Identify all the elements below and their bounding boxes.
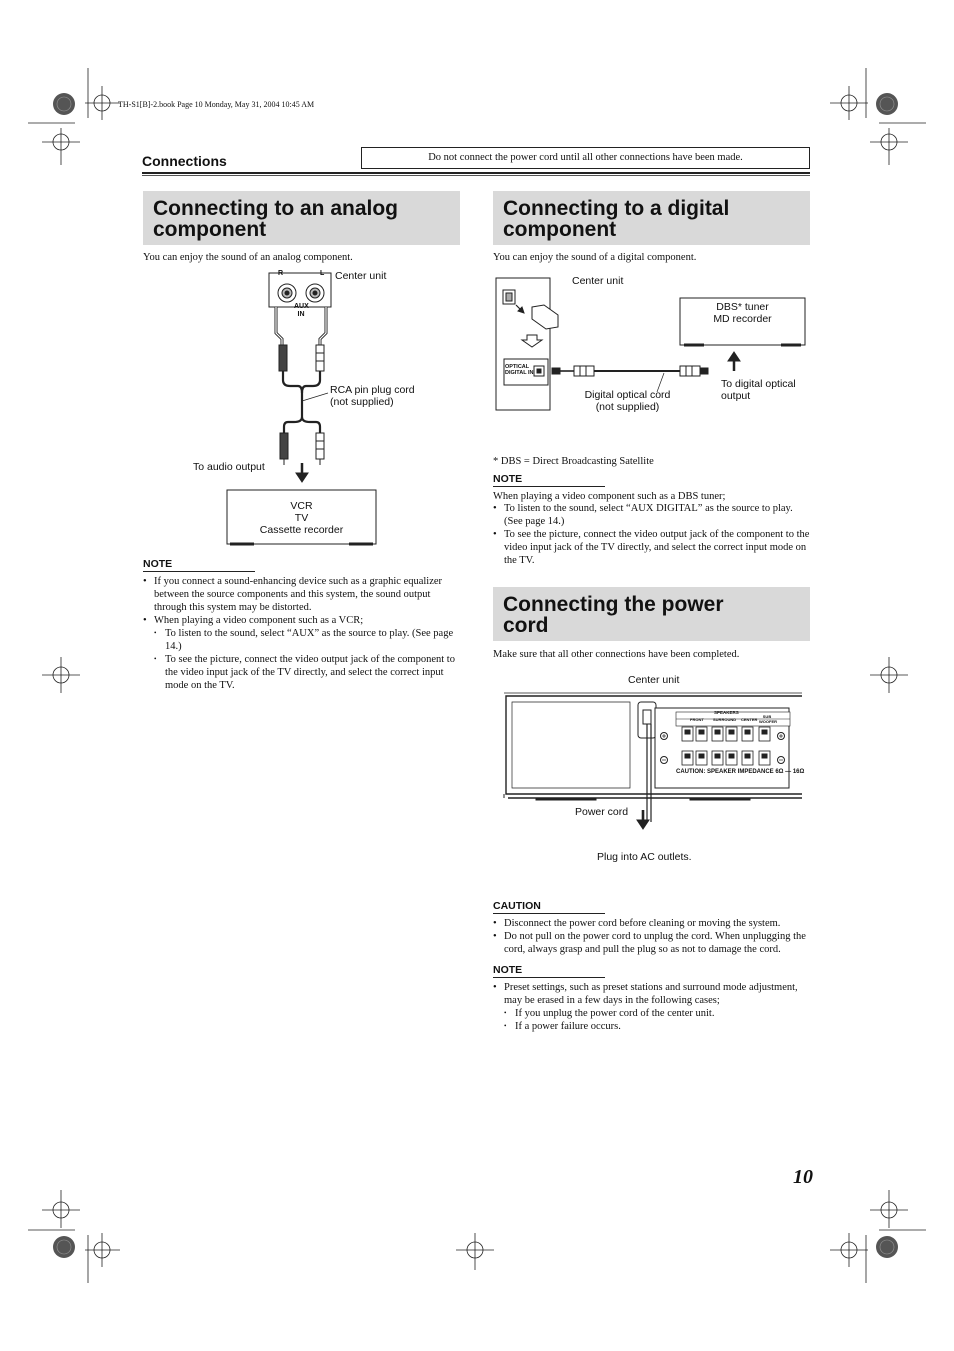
power-sub-note-list [504,1007,811,1033]
digital-note-item: • To listen to the sound, select “AUX DIGITAL” as the source to play. (See page 14.) [493,502,811,528]
rca-cord-label [330,384,415,408]
digital-center-unit-label: Center unit [572,275,624,287]
analog-device-line3: Cassette recorder [259,524,344,536]
analog-device-line1: VCR [290,500,313,512]
digital-heading-line2: component [503,218,617,241]
caution-title: CAUTION [493,900,605,914]
analog-device-line2: TV [294,512,309,524]
power-heading-line1: Connecting the power [503,593,724,616]
section-label: Connections [142,153,227,169]
digital-note-list [493,502,811,567]
digital-note-intro: When playing a video component such as a DBS tuner; [493,491,726,502]
digital-intro: You can enjoy the sound of a digital component. [493,252,697,263]
optical-line1: OPTICAL [505,364,530,370]
power-cord-label: Power cord [575,806,629,818]
digital-heading [493,191,810,245]
jack-l-label: L [320,270,325,277]
subwoofer-label: SUB WOOFER [759,714,777,724]
power-heading [493,587,810,641]
caution-list [493,917,811,956]
analog-center-unit-label: Center unit [335,270,387,282]
digital-output-line2: output [721,390,751,402]
analog-note-item: • If you connect a sound-enhancing device such as a graphic equalizer between the source components and this system, the sound output through this system may be distorted. [143,575,460,614]
power-sub-note-item: • If a power failure occurs. [504,1020,811,1033]
optical-cord-line1: Digital optical cord [584,389,671,401]
to-audio-output-label: To audio output [193,461,265,473]
header-rule-thin [142,175,810,176]
digital-output-line1: To digital optical [721,378,796,390]
analog-note-list [143,575,460,692]
book-info: TH-S1[B]-2.book Page 10 Monday, May 31, 2004 10:45 AM [118,100,315,109]
optical-line2: DIGITAL IN [505,370,534,376]
aux-in-label [294,303,308,319]
digital-output-label [721,378,796,402]
front-label: FRONT [690,717,704,722]
analog-intro: You can enjoy the sound of an analog component. [143,252,353,263]
power-heading-line2: cord [503,614,549,637]
analog-heading-line1: Connecting to an analog [153,197,398,220]
speakers-label: SPEAKERS [714,710,739,715]
caution-item: • Disconnect the power cord before cleaning or moving the system. [493,917,811,930]
jack-r-label: R [278,270,284,277]
analog-sub-note-list [154,627,460,692]
aux-in-line2: IN [297,311,305,318]
plug-label: Plug into AC outlets. [597,851,692,863]
warning-box: Do not connect the power cord until all other connections have been made. [361,147,810,169]
aux-in-line1: AUX [294,303,309,310]
digital-heading-line1: Connecting to a digital [503,197,730,220]
analog-note-item-text: When playing a video component such as a VCR; [154,615,364,626]
digital-device-label [680,301,805,325]
optical-cord-line2: (not supplied) [595,401,660,413]
optical-digital-in-label [505,364,534,376]
analog-sub-note-item: • To see the picture, connect the video output jack of the component to the video input jack of the TV directly, and select the correct input mode on the TV. [154,653,460,692]
power-note-item-text: Preset settings, such as preset stations and surround mode adjustment, may be erased in a few days in the following cases; [504,982,798,1006]
power-center-unit-label: Center unit [628,674,680,686]
dbs-footnote: * DBS = Direct Broadcasting Satellite [493,456,654,467]
digital-note-title: NOTE [493,473,605,487]
analog-heading [143,191,460,245]
power-note-item [493,981,811,1033]
power-intro: Make sure that all other connections have been completed. [493,649,740,660]
center-label: CENTER [741,717,758,722]
analog-heading-line2: component [153,218,267,241]
caution-item: • Do not pull on the power cord to unplug the cord. When unplugging the cord, always grasp and pull the plug so as not to damage the cord. [493,930,811,956]
power-note-title: NOTE [493,964,605,978]
rca-cord-line2: (not supplied) [330,396,394,408]
page-number: 10 [793,1166,813,1188]
surround-label: SURROUND [713,717,737,722]
rca-cord-line1: RCA pin plug cord [330,384,415,396]
optical-cord-label [570,389,685,413]
power-note-list [493,981,811,1033]
digital-note-item: • To see the picture, connect the video output jack of the component to the video input jack of the TV directly, and select the correct input mode on the TV. [493,528,811,567]
analog-sub-note-item: • To listen to the sound, select “AUX” as the source to play. (See page 14.) [154,627,460,653]
analog-note-item [143,614,460,692]
speaker-caution-label: CAUTION: SPEAKER IMPEDANCE 6Ω — 16Ω [676,769,805,775]
digital-device-line2: MD recorder [713,313,772,325]
analog-note-title: NOTE [143,558,255,572]
digital-device-line1: DBS* tuner [716,301,769,313]
power-sub-note-item: • If you unplug the power cord of the center unit. [504,1007,811,1020]
header-rule [142,172,810,174]
analog-device-label [228,500,375,536]
